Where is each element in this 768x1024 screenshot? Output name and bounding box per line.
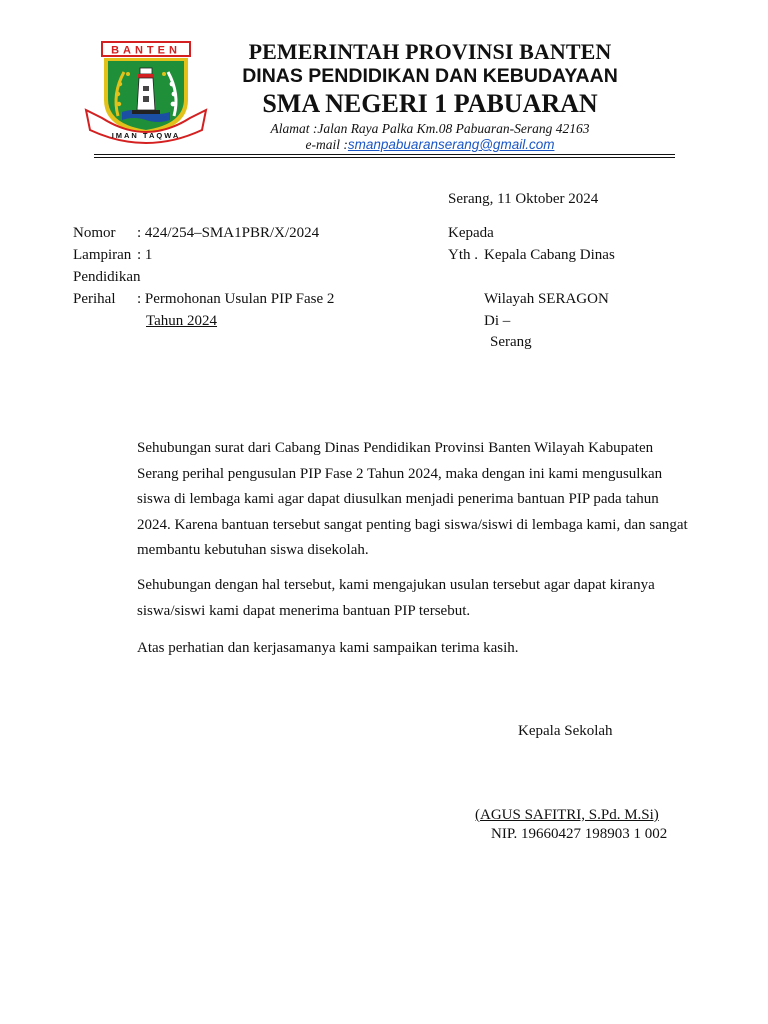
signatory-nip: NIP. 19660427 198903 1 002 <box>491 826 668 842</box>
lampiran-value: : 1 <box>137 247 153 263</box>
kop-line-1: PEMERINTAH PROVINSI BANTEN <box>248 39 612 64</box>
email-label: e-mail : <box>305 137 348 152</box>
paragraph-1-text: Sehubungan surat dari Cabang Dinas Pendidikan Provinsi Banten Wilayah Kabupaten Serang perihal pengusulan PIP Fase 2 Tahun 2024, maka dengan ini kami mengusulkan siswa di lembaga kami agar dapat diusulkan menjadi penerima bantuan PIP pada tahun 2024. Karena bantuan tersebut sangat penting bagi siswa/siswi di lembaga kami, dan sangat membantu kebutuhan siswa disekolah. <box>137 440 688 558</box>
body-paragraph-3 <box>80 636 690 662</box>
body-paragraph-1 <box>80 436 690 564</box>
signatory-name: (AGUS SAFITRI, S.Pd. M.Si) <box>475 807 659 823</box>
kop-rule-thin <box>94 157 675 158</box>
recipient-line-1: Kepala Cabang Dinas <box>484 247 615 263</box>
di-label: Di – <box>484 313 511 329</box>
banten-emblem-icon <box>84 38 208 150</box>
kop-rule-thick <box>94 154 675 155</box>
school-address: Alamat :Jalan Raya Palka Km.08 Pabuaran-Serang 42163 <box>270 121 590 136</box>
perihal-label: Perihal <box>73 291 116 307</box>
recipient-city: Serang <box>490 334 532 350</box>
kepada-label: Kepada <box>448 225 494 241</box>
school-email-line <box>200 137 660 153</box>
yth-label: Yth . <box>448 247 478 263</box>
paragraph-2-text: Sehubungan dengan hal tersebut, kami mengajukan usulan tersebut agar dapat kiranya siswa/siswi kami dapat menerima bantuan PIP tersebut. <box>137 577 655 619</box>
place-date: Serang, 11 Oktober 2024 <box>448 191 599 207</box>
logo-bottom-text: IMAN TAQWA <box>111 131 181 140</box>
paragraph-3-text: Atas perhatian dan kerjasamanya kami sampaikan terima kasih. <box>137 640 519 656</box>
school-logo <box>84 38 208 150</box>
logo-top-text: BANTEN <box>111 44 181 57</box>
body-paragraph-2 <box>80 573 690 624</box>
perihal-value: : Permohonan Usulan PIP Fase 2 <box>137 291 335 307</box>
lampiran-label: Lampiran <box>73 247 132 263</box>
email-link[interactable]: smanpabuaranserang@gmail.com <box>347 137 555 152</box>
recipient-line-2: Wilayah SERAGON <box>484 291 609 307</box>
signature-title: Kepala Sekolah <box>518 723 613 739</box>
nomor-value: : 424/254–SMA1PBR/X/2024 <box>137 225 320 241</box>
kop-line-2: DINAS PENDIDIKAN DAN KEBUDAYAAN <box>242 65 618 87</box>
lampiran-continuation: Pendidikan <box>73 269 141 285</box>
kop-school-name: SMA NEGERI 1 PABUARAN <box>262 89 598 118</box>
nomor-label: Nomor <box>73 225 116 241</box>
perihal-value-cont: Tahun 2024 <box>146 313 218 329</box>
